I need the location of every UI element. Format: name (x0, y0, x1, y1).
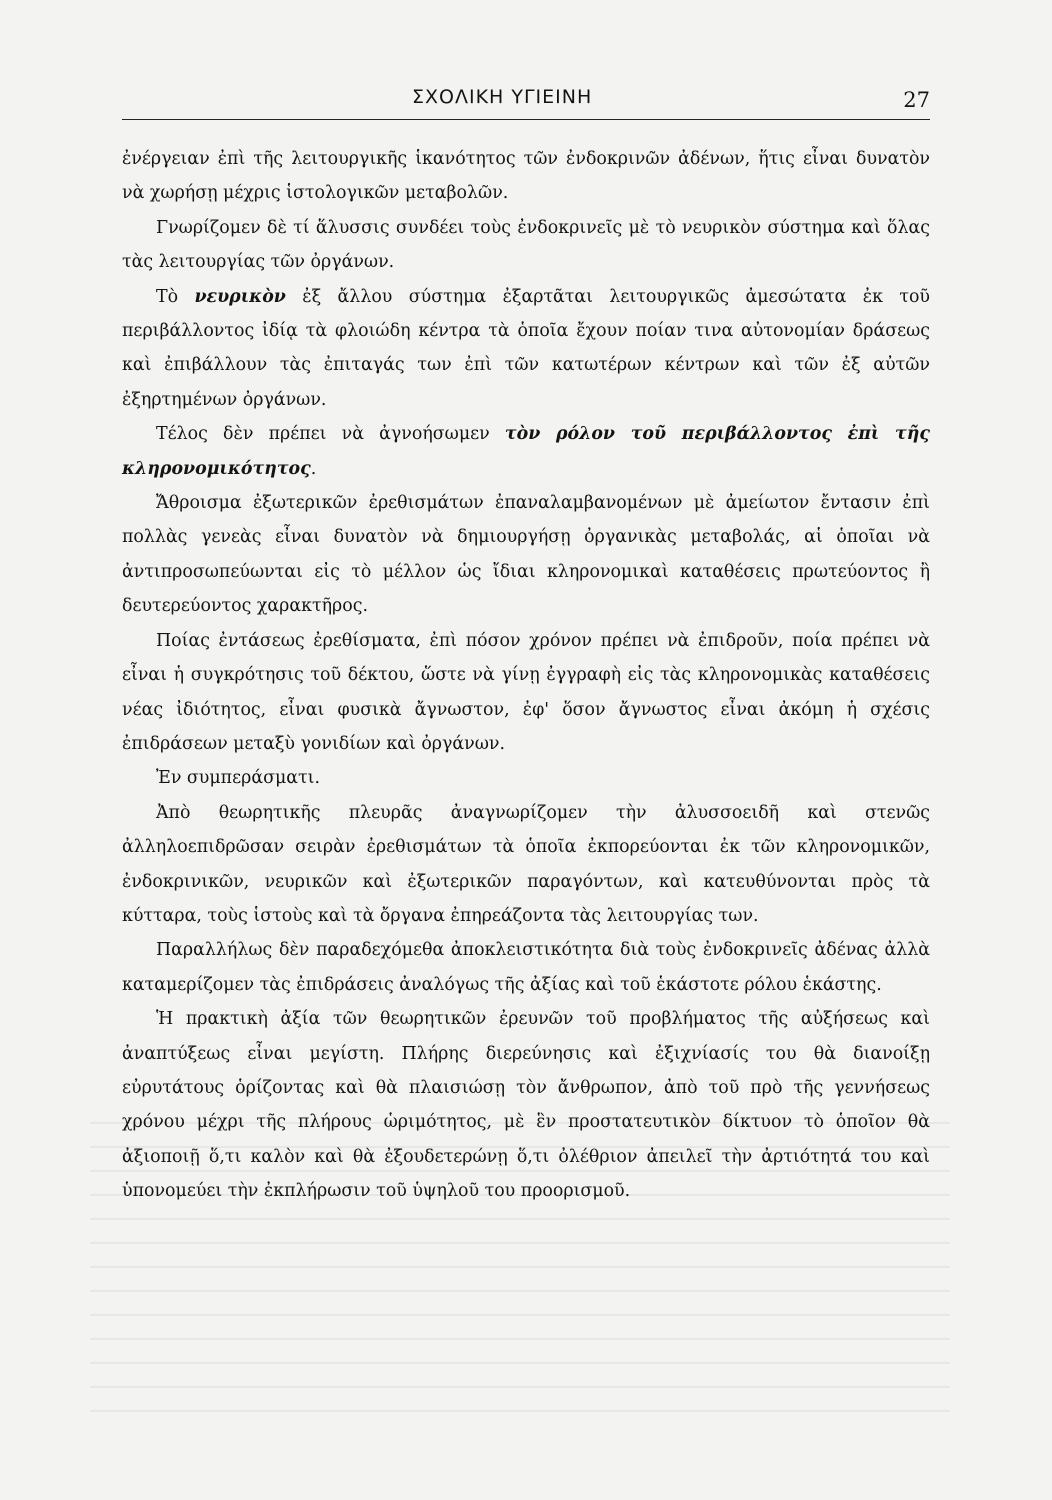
paragraph-4-emphasis: τὸν ρόλον τοῦ περιβάλλοντος ἐπὶ τῆς κληρονομικότητος (122, 424, 930, 479)
paragraph-10: Ἡ πρακτικὴ ἀξία τῶν θεωρητικῶν ἐρευνῶν τοῦ προβλήματος τῆς αὐξήσεως καὶ ἀναπτύξεως εἶναι μεγίστη. Πλήρης διερεύνησις καὶ ἐξιχνίασίς του θὰ διανοίξῃ εὐρυτάτους ὁρίζοντας καὶ θὰ πλαισιώσῃ τὸν ἄνθρωπον, ἀπὸ τοῦ πρὸ τῆς γεννήσεως χρόνου μέχρι τῆς πλήρους ὡριμότητος, μὲ ἓν προστατευτικὸν δίκτυον τὸ ὁποῖον θὰ ἀξιοποιῇ ὅ,τι καλὸν καὶ θὰ ἐξουδετερώνῃ ὅ,τι ὀλέθριον ἀπειλεῖ τὴν ἀρτιότητά του καὶ ὑπονομεύει τὴν ἐκπλήρωσιν τοῦ ὑψηλοῦ του προορισμοῦ. (122, 1009, 930, 1202)
paragraph-3 (122, 280, 930, 418)
show-through-texture (90, 1100, 950, 1430)
paragraph-6: Ποίας ἐντάσεως ἐρεθίσματα, ἐπὶ πόσον χρόνον πρέπει νὰ ἐπιδροῦν, ποία πρέπει νὰ εἶναι ἡ συγκρότησις τοῦ δέκτου, ὥστε νὰ γίνῃ ἐγγραφὴ εἰς τὰς κληρονομικὰς καταθέσεις νέας ἰδιότητος, εἶναι φυσικὰ ἄγνωστον, ἐφ' ὅσον ἄγνωστος εἶναι ἀκόμη ἡ σχέσις ἐπιδράσεων μεταξὺ γονιδίων καὶ ὀργάνων. (122, 630, 930, 754)
page-number: 27 (903, 88, 930, 112)
paragraph-4-pre: Τέλος δὲν πρέπει νὰ ἀγνοήσωμεν (156, 424, 505, 445)
paragraph-7: Ἐν συμπεράσματι. (156, 768, 320, 789)
paragraph-8: Ἀπὸ θεωρητικῆς πλευρᾶς ἀναγνωρίζομεν τὴν ἀλυσσοειδῆ καὶ στενῶς ἀλληλοεπιδρῶσαν σειρὰν ἐρεθισμάτων τὰ ὁποῖα ἐκπορεύονται ἐκ τῶν κληρονομικῶν, ἐνδοκρινικῶν, νευρικῶν καὶ ἐξωτερικῶν παραγόντων, καὶ κατευθύνονται πρὸς τὰ κύτταρα, τοὺς ἱστοὺς καὶ τὰ ὄργανα ἐπηρεάζοντα τὰς λειτουργίας των. (122, 802, 930, 926)
header-rule (122, 119, 930, 120)
paragraph-3-pre: Τὸ (156, 286, 195, 307)
paragraph-9: Παραλλήλως δὲν παραδεχόμεθα ἀποκλειστικότητα διὰ τοὺς ἐνδοκρινεῖς ἀδένας ἀλλὰ καταμερίζομεν τὰς ἐπιδράσεις ἀναλόγως τῆς ἀξίας καὶ τοῦ ἑκάστοτε ρόλου ἑκάστης. (122, 940, 930, 995)
paragraph-1: ἐνέργειαν ἐπὶ τῆς λειτουργικῆς ἱκανότητος τῶν ἐνδοκρινῶν ἀδένων, ἥτις εἶναι δυνατὸν νὰ χωρήσῃ μέχρις ἱστολογικῶν μεταβολῶν. (122, 149, 930, 204)
paragraph-4-post: . (310, 458, 317, 479)
paragraph-3-post: ἐξ ἄλλου σύστημα ἐξαρτᾶται λειτουργικῶς ἀμεσώτατα ἐκ τοῦ περιβάλλοντος ἰδίᾳ τὰ φλοιώδη κέντρα τὰ ὁποῖα ἔχουν ποίαν τινα αὐτονομίαν δράσεως καὶ ἐπιβάλλουν τὰς ἐπιταγάς των ἐπὶ τῶν κατωτέρων κέντρων καὶ τῶν ἐξ αὐτῶν ἐξηρτημένων ὀργάνων. (122, 286, 930, 410)
running-title: ΣΧΟΛΙΚΗ ΥΓΙΕΙΝΗ (412, 86, 593, 108)
page-header (122, 86, 930, 122)
paragraph-4 (122, 417, 930, 486)
paragraph-2: Γνωρίζομεν δὲ τί ἅλυσσις συνδέει τοὺς ἐνδοκρινεῖς μὲ τὸ νευρικὸν σύστημα καὶ ὅλας τὰς λειτουργίας τῶν ὀργάνων. (122, 217, 930, 273)
paragraph-3-emphasis: νευρικὸν (194, 286, 286, 307)
paragraph-5: Ἄθροισμα ἐξωτερικῶν ἐρεθισμάτων ἐπαναλαμβανομένων μὲ ἀμείωτον ἔντασιν ἐπὶ πολλὰς γενεὰς εἶναι δυνατὸν νὰ δημιουργήσῃ ὀργανικὰς μεταβολάς, αἱ ὁποῖαι νὰ ἀντιπροσωπεύωνται εἰς τὸ μέλλον ὡς ἴδιαι κληρονομικαὶ καταθέσεις πρωτεύοντος ἢ δευτερεύοντος χαρακτῆρος. (122, 493, 930, 617)
body-text (122, 142, 930, 1209)
